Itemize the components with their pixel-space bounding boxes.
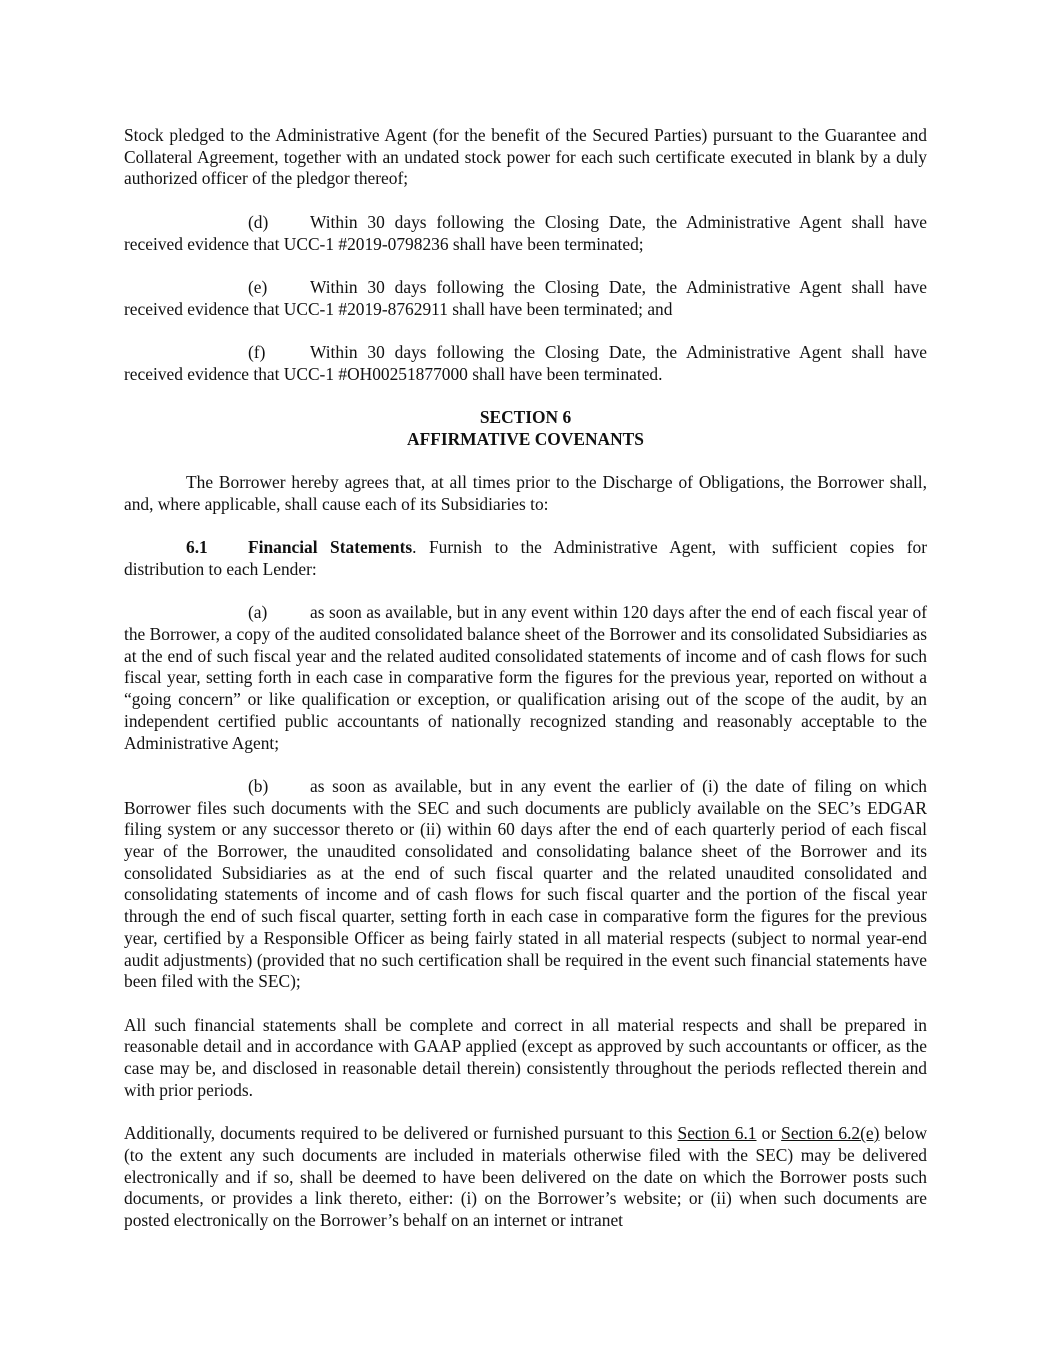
section-title: AFFIRMATIVE COVENANTS bbox=[407, 428, 644, 449]
additionally-mid: or bbox=[756, 1123, 782, 1144]
subsection-6-1-heading: Financial Statements bbox=[248, 537, 413, 558]
additionally-tail: below (to the extent any such documents are included in materials otherwise filed with the SEC) may be delivered electronically and if so, shall be deemed to have been delivered on the date on which the Borrower posts such documents, or provides a link thereto, either: (i) on the Borrower’s website; or (ii) when such documents are posted electronically on the Borrower’s behalf on an internet or intranet bbox=[124, 1123, 928, 1230]
additionally-lead: Additionally, documents required to be delivered or furnished pursuant to this bbox=[124, 1123, 678, 1144]
clause-f bbox=[124, 342, 927, 385]
clause-a-label: (a) bbox=[248, 602, 268, 623]
clause-f-text: Within 30 days following the Closing Date, the Administrative Agent shall have received evidence that UCC-1 #OH00251877000 shall have been terminated. bbox=[124, 341, 927, 384]
clause-d-text: Within 30 days following the Closing Date, the Administrative Agent shall have received evidence that UCC-1 #2019-0798236 shall have been terminated; bbox=[124, 211, 927, 254]
subsection-6-1-text: . Furnish to the Administrative Agent, with sufficient copies for distribution to each Lender: bbox=[124, 537, 927, 579]
section-6-2-e-reference: Section 6.2(e) bbox=[781, 1123, 880, 1144]
paragraph-additionally bbox=[124, 1123, 927, 1232]
paragraph-all-such-statements: All such financial statements shall be complete and correct in all material respects and shall be prepared in reasonable detail and in accordance with GAAP applied (except as approved by such accountants or officer, as the case may be, and disclosed in reasonable detail therein) consistently throughout the periods reflected therein and with prior periods. bbox=[124, 1014, 927, 1100]
clause-f-label: (f) bbox=[248, 341, 266, 362]
clause-d bbox=[124, 212, 927, 255]
section-number: SECTION 6 bbox=[479, 407, 572, 428]
section-intro-paragraph: The Borrower hereby agrees that, at all times prior to the Discharge of Obligations, the Borrower shall, and, where applicable, shall cause each of its Subsidiaries to: bbox=[124, 472, 927, 514]
clause-b bbox=[124, 776, 927, 993]
clause-d-label: (d) bbox=[248, 211, 269, 232]
section-6-1-reference: Section 6.1 bbox=[677, 1123, 757, 1144]
clause-b-label: (b) bbox=[248, 775, 269, 796]
clause-a-text: as soon as available, but in any event within 120 days after the end of each fiscal year of the Borrower, a copy of the audited consolidated balance sheet of the Borrower and its consolidated Subsidiaries as at the end of such fiscal year and the related audited consolidated statements of income and of cash flows for such fiscal year, setting forth in each case in comparative form the figures for the previous year, reported on without a “going concern” or like qualification or exception, or qualification arising out of the scope of the audit, by an independent certified public accountants of nationally recognized standing and reasonably acceptable to the Administrative Agent; bbox=[124, 602, 927, 753]
clause-e bbox=[124, 277, 927, 320]
subsection-6-1-number: 6.1 bbox=[186, 537, 208, 558]
clause-e-label: (e) bbox=[248, 276, 268, 297]
subsection-6-1 bbox=[124, 537, 927, 580]
clause-a bbox=[124, 602, 927, 754]
section-heading bbox=[124, 407, 927, 450]
document-page bbox=[124, 125, 927, 1232]
clause-b-text: as soon as available, but in any event the earlier of (i) the date of filing on which Borrower files such documents with the SEC and such documents are publicly available on the SEC’s EDGAR filing system or any successor thereto or (ii) within 60 days after the end of each quarterly period of each fiscal year of the Borrower, the unaudited consolidated and consolidating balance sheet of the Borrower and its consolidated Subsidiaries as at the end of such fiscal quarter and the related unaudited consolidated and consolidating statements of income and of cash flows for such fiscal quarter and the portion of the fiscal year through the end of such fiscal quarter, setting forth in each case in comparative form the figures for the previous year, certified by a Responsible Officer as being fairly stated in all material respects (subject to normal year-end audit adjustments) (provided that no such certification shall be required in the event such financial statements have been filed with the SEC); bbox=[124, 775, 927, 992]
paragraph-stock-pledged: Stock pledged to the Administrative Agent (for the benefit of the Secured Parties) pursuant to the Guarantee and Collateral Agreement, together with an undated stock power for each such certificate executed in blank by a duly authorized officer of the pledgor thereof; bbox=[124, 125, 927, 189]
clause-e-text: Within 30 days following the Closing Date, the Administrative Agent shall have received evidence that UCC-1 #2019-8762911 shall have been terminated; and bbox=[124, 276, 927, 319]
